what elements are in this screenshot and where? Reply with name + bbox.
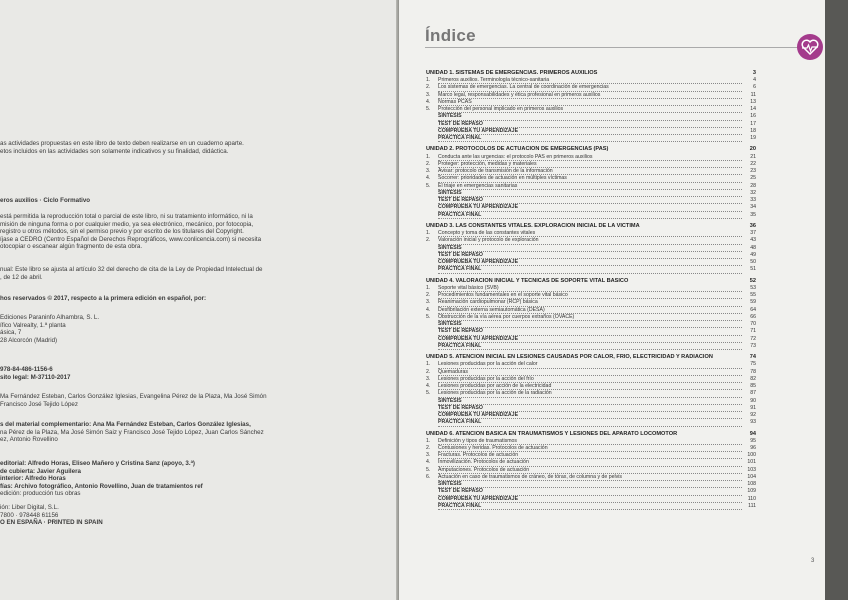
entry-page: 25: [750, 175, 756, 182]
entry-page: 34: [750, 204, 756, 211]
toc-unit: [426, 278, 756, 350]
entry-number: [426, 135, 438, 142]
toc-entry[interactable]: [426, 412, 756, 419]
entry-number: 3.: [426, 375, 431, 382]
toc-entry[interactable]: [426, 183, 756, 190]
credits-block: [0, 393, 267, 408]
entry-title: PRÁCTICA FINAL: [438, 266, 742, 273]
entry-number: 2.: [426, 444, 431, 451]
entry-title: TEST DE REPASO: [438, 405, 742, 412]
entry-number: 5.: [426, 313, 431, 320]
entry-title: Quemaduras: [438, 369, 742, 376]
toc-unit: [426, 146, 756, 218]
unit-heading[interactable]: [426, 431, 756, 438]
entry-number: 2.: [426, 84, 431, 91]
credits-block: [0, 504, 103, 527]
entry-title: TEST DE REPASO: [438, 328, 742, 335]
toc-entry[interactable]: [426, 496, 756, 503]
toc-entry[interactable]: [426, 292, 756, 299]
entry-number: [426, 336, 438, 343]
page-number: 3: [811, 558, 815, 564]
entry-title: SÍNTESIS: [438, 321, 742, 328]
toc-entry[interactable]: [426, 467, 756, 474]
credits-line: de cubierta: Javier Aguilera: [0, 467, 81, 475]
credits-line: nual: Este libro se ajusta al artículo 32 del derecho de cita de la Ley de Propiedad Intelectual de: [0, 266, 263, 273]
entry-title: Actuación en caso de traumatismos de cráneo, de tórax, de columna y de pelvis: [438, 474, 742, 481]
entry-title: Definición y tipos de traumatismos: [438, 438, 742, 445]
unit-title: UNIDAD 3. LAS CONSTANTES VITALES. EXPLORACIÓN INICIAL DE LA VÍCTIMA: [426, 222, 640, 229]
credits-line: ífico Valrealty, 1.ª planta: [0, 321, 66, 329]
toc-entry[interactable]: [426, 488, 756, 495]
left-page: [0, 0, 398, 600]
credits-line: hos reservados © 2017, respecto a la primera edición en español, por:: [0, 295, 207, 302]
entry-page: 87: [750, 390, 756, 397]
toc-entry[interactable]: [426, 212, 756, 219]
entry-page: 73: [750, 342, 756, 349]
toc-unit: [426, 223, 756, 274]
toc-entry[interactable]: [426, 154, 756, 161]
credits-block: [0, 213, 261, 251]
entry-page: 64: [750, 306, 756, 313]
toc-entry[interactable]: [426, 266, 756, 273]
entry-page: 35: [750, 211, 756, 218]
toc-entry[interactable]: [426, 343, 756, 350]
entry-page: 90: [750, 397, 756, 404]
entry-title: Procedimientos fundamentales en el soporte vital básico: [438, 292, 742, 299]
entry-number: 3.: [426, 452, 431, 459]
entry-number: [426, 121, 438, 128]
toc-entry[interactable]: [426, 204, 756, 211]
entry-page: 59: [750, 299, 756, 306]
entry-number: 4.: [426, 306, 431, 313]
entry-title: Conducta ante las urgencias: el protocolo PAS en primeros auxilios: [438, 154, 742, 161]
entry-title: Desfibrilación externa semiautomática (DESA): [438, 307, 742, 314]
entry-title: SÍNTESIS: [438, 481, 742, 488]
entry-title: Proteger: protección, medidas y materiales: [438, 161, 742, 168]
entry-number: [426, 496, 438, 503]
entry-title: COMPRUEBA TU APRENDIZAJE: [438, 496, 742, 503]
entry-title: Los sistemas de emergencias. La central de coordinación de emergencias: [438, 84, 742, 91]
entry-page: 71: [750, 328, 756, 335]
credits-line: etos incluidos en las actividades son solamente indicativos y su finalidad, didáctica.: [0, 147, 229, 155]
entry-number: [426, 190, 438, 197]
entry-number: [426, 212, 438, 219]
entry-number: [426, 481, 438, 488]
toc-entry[interactable]: [426, 128, 756, 135]
credits-line: fías: Archivo fotográfico, Antonio Rovellino, Juan de tratamientos ref: [0, 482, 203, 490]
credits-line: Ediciones Paraninfo Alhambra, S. L.: [0, 314, 100, 321]
entry-page: 13: [750, 98, 756, 105]
entry-number: 5.: [426, 106, 431, 113]
entry-page: 14: [750, 106, 756, 113]
right-page: [399, 0, 825, 600]
credits-block: [0, 295, 206, 303]
toc-entry[interactable]: [426, 419, 756, 426]
toc-entry[interactable]: [426, 259, 756, 266]
toc-entry[interactable]: [426, 452, 756, 459]
entry-page: 100: [747, 452, 756, 459]
table-of-contents: [426, 70, 756, 514]
toc-entry[interactable]: [426, 299, 756, 306]
entry-page: 82: [750, 375, 756, 382]
entry-number: 5.: [426, 390, 431, 397]
entry-page: 48: [750, 244, 756, 251]
entry-page: 53: [750, 284, 756, 291]
entry-number: 4.: [426, 459, 431, 466]
toc-entry[interactable]: [426, 230, 756, 237]
entry-number: 4.: [426, 383, 431, 390]
toc-entry[interactable]: [426, 369, 756, 376]
entry-page: 19: [750, 135, 756, 142]
entry-title: PRÁCTICA FINAL: [438, 419, 742, 426]
toc-unit: [426, 70, 756, 142]
entry-title: Lesiones producidas por la acción de la radiación: [438, 390, 742, 397]
entry-title: TEST DE REPASO: [438, 252, 742, 259]
credits-line: registro u otros métodos, sin el permiso previo y por escrito de los titulares del Copyright.: [0, 228, 244, 236]
toc-entry[interactable]: [426, 383, 756, 390]
toc-entry[interactable]: [426, 503, 756, 510]
entry-page: 17: [750, 120, 756, 127]
toc-entry[interactable]: [426, 77, 756, 84]
heart-pulse-icon: [797, 34, 823, 60]
credits-line: eros auxilios · Ciclo Formativo: [0, 197, 91, 204]
entry-page: 103: [747, 466, 756, 473]
toc-entry[interactable]: [426, 307, 756, 314]
toc-entry[interactable]: [426, 121, 756, 128]
toc-entry[interactable]: [426, 328, 756, 335]
credits-block: [0, 421, 264, 444]
entry-number: 2.: [426, 292, 431, 299]
toc-entry[interactable]: [426, 314, 756, 321]
entry-page: 104: [747, 473, 756, 480]
unit-page: 52: [749, 277, 756, 284]
entry-title: SÍNTESIS: [438, 245, 742, 252]
toc-entry[interactable]: [426, 190, 756, 197]
entry-number: 1.: [426, 230, 431, 237]
entry-number: [426, 204, 438, 211]
unit-heading[interactable]: [426, 354, 756, 361]
entry-title: Contusiones y heridas. Protocolos de actuación: [438, 445, 742, 452]
entry-page: 32: [750, 189, 756, 196]
entry-title: Fracturas. Protocolos de actuación: [438, 452, 742, 459]
credits-line: misión de ninguna forma o por cualquier medio, ya sea electrónico, mecánico, por fotocopia,: [0, 220, 254, 228]
toc-entry[interactable]: [426, 481, 756, 488]
entry-page: 110: [747, 495, 756, 502]
entry-number: [426, 412, 438, 419]
entry-page: 43: [750, 237, 756, 244]
entry-page: 49: [750, 251, 756, 258]
entry-title: Normas PCAS: [438, 99, 742, 106]
toc-unit: [426, 431, 756, 511]
toc-entry[interactable]: [426, 84, 756, 91]
credits-line: 28 Alcorcón (Madrid): [0, 336, 58, 344]
unit-title: UNIDAD 4. VALORACIÓN INICIAL Y TÉCNICAS DE SOPORTE VITAL BÁSICO: [426, 277, 629, 284]
entry-number: 1.: [426, 77, 431, 84]
entry-number: [426, 197, 438, 204]
toc-entry[interactable]: [426, 237, 756, 244]
credits-line: sito legal: M-37110-2017: [0, 373, 71, 381]
entry-page: 70: [750, 321, 756, 328]
unit-page: 3: [752, 70, 756, 76]
entry-page: 75: [750, 361, 756, 368]
entry-title: SÍNTESIS: [438, 113, 742, 120]
toc-entry[interactable]: [426, 161, 756, 168]
entry-number: 3.: [426, 91, 431, 98]
toc-entry[interactable]: [426, 135, 756, 142]
credits-line: edición: producción tus obras: [0, 490, 81, 498]
toc-entry[interactable]: [426, 113, 756, 120]
entry-number: 6.: [426, 473, 431, 480]
entry-page: 92: [750, 412, 756, 419]
toc-entry[interactable]: [426, 336, 756, 343]
credits-line: íjase a CEDRO (Centro Español de Derechos Reprográficos, www.conlicencia.com) si necesita: [0, 235, 262, 243]
unit-heading[interactable]: [426, 146, 756, 153]
credits-line: , de 12 de abril.: [0, 273, 43, 281]
entry-page: 18: [750, 127, 756, 134]
index-title: Índice: [425, 26, 476, 45]
credits-line: ez, Antonio Rovellino: [0, 436, 58, 444]
toc-entry[interactable]: [426, 376, 756, 383]
entry-page: 4: [753, 77, 756, 84]
entry-page: 23: [750, 168, 756, 175]
toc-entry[interactable]: [426, 175, 756, 182]
credits-line: as actividades propuestas en este libro de texto deben realizarse en un cuaderno aparte.: [0, 140, 244, 147]
credits-block: [0, 314, 99, 344]
entry-title: COMPRUEBA TU APRENDIZAJE: [438, 259, 742, 266]
credits-block: [0, 460, 203, 498]
entry-number: 5.: [426, 182, 431, 189]
toc-entry[interactable]: [426, 285, 756, 292]
background-edge: [825, 0, 848, 600]
entry-number: [426, 252, 438, 259]
entry-title: COMPRUEBA TU APRENDIZAJE: [438, 204, 742, 211]
entry-number: [426, 398, 438, 405]
entry-page: 33: [750, 197, 756, 204]
entry-number: 2.: [426, 237, 431, 244]
entry-page: 6: [753, 84, 756, 91]
entry-number: [426, 128, 438, 135]
entry-page: 85: [750, 383, 756, 390]
entry-number: 2.: [426, 368, 431, 375]
entry-number: [426, 259, 438, 266]
entry-number: [426, 503, 438, 510]
toc-entry[interactable]: [426, 445, 756, 452]
entry-number: 1.: [426, 153, 431, 160]
entry-number: 2.: [426, 160, 431, 167]
unit-title: UNIDAD 5. ATENCIÓN INICIAL EN LESIONES CAUSADAS POR CALOR, FRÍO, ELECTRICIDAD Y RADIACIÓN: [426, 354, 713, 361]
entry-page: 109: [747, 488, 756, 495]
entry-page: 95: [750, 437, 756, 444]
unit-title: UNIDAD 2. PROTOCOLOS DE ACTUACIÓN DE EMERGENCIAS (PAS): [426, 146, 609, 153]
toc-entry[interactable]: [426, 92, 756, 99]
credits-line: ásica, 7: [0, 329, 22, 337]
entry-number: [426, 405, 438, 412]
unit-page: 74: [749, 354, 756, 361]
credits-line: s del material complementario: Ana Ma Fernández Esteban, Carlos González Iglesias,: [0, 421, 251, 428]
entry-title: TEST DE REPASO: [438, 488, 742, 495]
entry-title: Marco legal, responsabilidades y ética profesional en primeros auxilios: [438, 92, 742, 99]
entry-title: Primeros auxilios. Terminología técnico-sanitaria: [438, 77, 742, 84]
entry-title: Amputaciones. Protocolos de actuación: [438, 467, 742, 474]
entry-title: Inmovilización. Protocolos de actuación: [438, 459, 742, 466]
entry-title: PRÁCTICA FINAL: [438, 135, 742, 142]
entry-title: Reanimación cardiopulmonar (RCP) básica: [438, 299, 742, 306]
entry-page: 22: [750, 160, 756, 167]
entry-page: 91: [750, 404, 756, 411]
entry-number: 4.: [426, 175, 431, 182]
toc-entry[interactable]: [426, 405, 756, 412]
entry-page: 78: [750, 368, 756, 375]
entry-title: Soporte vital básico (SVB): [438, 285, 742, 292]
toc-entry[interactable]: [426, 390, 756, 397]
entry-page: 93: [750, 419, 756, 426]
entry-title: SÍNTESIS: [438, 190, 742, 197]
entry-page: 72: [750, 335, 756, 342]
entry-title: COMPRUEBA TU APRENDIZAJE: [438, 128, 742, 135]
credits-block: [0, 366, 71, 381]
entry-title: PRÁCTICA FINAL: [438, 503, 742, 510]
credits-line: 7800 · 978448 61156: [0, 511, 59, 519]
entry-page: 21: [750, 153, 756, 160]
toc-entry[interactable]: [426, 459, 756, 466]
unit-page: 20: [749, 146, 756, 153]
toc-unit: [426, 354, 756, 426]
entry-title: Obstrucción de la vía aérea por cuerpos extraños (OVACE): [438, 314, 742, 321]
entry-number: 5.: [426, 466, 431, 473]
entry-title: SÍNTESIS: [438, 398, 742, 405]
entry-number: [426, 488, 438, 495]
entry-number: [426, 266, 438, 273]
entry-page: 11: [750, 91, 756, 98]
entry-page: 37: [750, 230, 756, 237]
toc-entry[interactable]: [426, 245, 756, 252]
entry-title: COMPRUEBA TU APRENDIZAJE: [438, 336, 742, 343]
entry-page: 66: [750, 313, 756, 320]
entry-title: Lesiones producidas por la acción del frío: [438, 376, 742, 383]
credits-line: editorial: Alfredo Horas, Eliseo Mañero y Cristina Sanz (apoyo, 3.ª): [0, 460, 195, 467]
credits-line: na Pérez de la Plaza, Ma José Simón Saiz y Francisco José Tejido López, Juan Carlos Sánchez: [0, 428, 264, 436]
unit-page: 36: [749, 222, 756, 229]
unit-heading[interactable]: [426, 223, 756, 230]
entry-number: [426, 328, 438, 335]
credits-line: Ma Fernández Esteban, Carlos González Iglesias, Evangelina Pérez de la Plaza, Ma José Simón: [0, 393, 267, 400]
credits-block: [0, 140, 244, 155]
entry-number: 1.: [426, 437, 431, 444]
credits-block: [0, 197, 90, 205]
entry-title: PRÁCTICA FINAL: [438, 343, 742, 350]
entry-page: 108: [747, 481, 756, 488]
entry-page: 16: [750, 113, 756, 120]
entry-title: Socorrer: prioridades de actuación en múltiples víctimas: [438, 175, 742, 182]
unit-page: 94: [749, 430, 756, 437]
entry-page: 96: [750, 444, 756, 451]
entry-title: Valoración inicial y protocolo de exploración: [438, 237, 742, 244]
credits-line: otocopiar o escanear algún fragmento de esta obra.: [0, 243, 143, 251]
credits-line: ión: Liber Digital, S.L.: [0, 504, 59, 511]
entry-title: Lesiones producidas por acción de la electricidad: [438, 383, 742, 390]
toc-entry[interactable]: [426, 197, 756, 204]
credits-line: está permitida la reproducción total o parcial de este libro, ni su tratamiento informático, ni la: [0, 213, 253, 220]
entry-title: Protección del personal implicado en primeros auxilios: [438, 106, 742, 113]
entry-number: [426, 321, 438, 328]
credits-line: Francisco José Tejido López: [0, 400, 78, 408]
entry-number: 4.: [426, 98, 431, 105]
entry-title: Lesiones producidas por la acción del calor: [438, 361, 742, 368]
credits-line: 978-84-486-1156-6: [0, 366, 53, 373]
entry-number: [426, 113, 438, 120]
entry-number: 3.: [426, 299, 431, 306]
unit-title: UNIDAD 1. SISTEMAS DE EMERGENCIAS. PRIMEROS AUXILIOS: [426, 70, 598, 76]
toc-entry[interactable]: [426, 321, 756, 328]
entry-title: Concepto y toma de las constantes vitales: [438, 230, 742, 237]
credits-line: interior: Alfredo Horas: [0, 475, 66, 483]
entry-number: 1.: [426, 284, 431, 291]
toc-entry[interactable]: [426, 252, 756, 259]
entry-number: [426, 343, 438, 350]
toc-entry[interactable]: [426, 438, 756, 445]
unit-heading[interactable]: [426, 278, 756, 285]
entry-title: TEST DE REPASO: [438, 197, 742, 204]
unit-heading[interactable]: [426, 70, 756, 77]
entry-title: TEST DE REPASO: [438, 121, 742, 128]
entry-number: 1.: [426, 361, 431, 368]
entry-title: PRÁCTICA FINAL: [438, 212, 742, 219]
entry-page: 101: [747, 459, 756, 466]
entry-page: 55: [750, 292, 756, 299]
entry-page: 111: [748, 502, 756, 509]
entry-page: 50: [750, 259, 756, 266]
unit-title: UNIDAD 6. ATENCIÓN BÁSICA EN TRAUMATISMOS Y LESIONES DEL APARATO LOCOMOTOR: [426, 430, 678, 437]
entry-page: 28: [750, 182, 756, 189]
toc-entry[interactable]: [426, 99, 756, 106]
toc-entry[interactable]: [426, 168, 756, 175]
entry-number: 3.: [426, 168, 431, 175]
toc-entry[interactable]: [426, 361, 756, 368]
credits-block: [0, 266, 262, 281]
entry-number: [426, 245, 438, 252]
entry-page: 51: [750, 266, 756, 273]
credits-line: O EN ESPAÑA · PRINTED IN SPAIN: [0, 519, 103, 527]
entry-number: [426, 419, 438, 426]
toc-entry[interactable]: [426, 106, 756, 113]
toc-entry[interactable]: [426, 474, 756, 481]
title-divider: [425, 47, 805, 48]
entry-title: COMPRUEBA TU APRENDIZAJE: [438, 412, 742, 419]
entry-title: Avisar: protocolo de transmisión de la información: [438, 168, 742, 175]
toc-entry[interactable]: [426, 398, 756, 405]
entry-title: El triaje en emergencias sanitarias: [438, 183, 742, 190]
